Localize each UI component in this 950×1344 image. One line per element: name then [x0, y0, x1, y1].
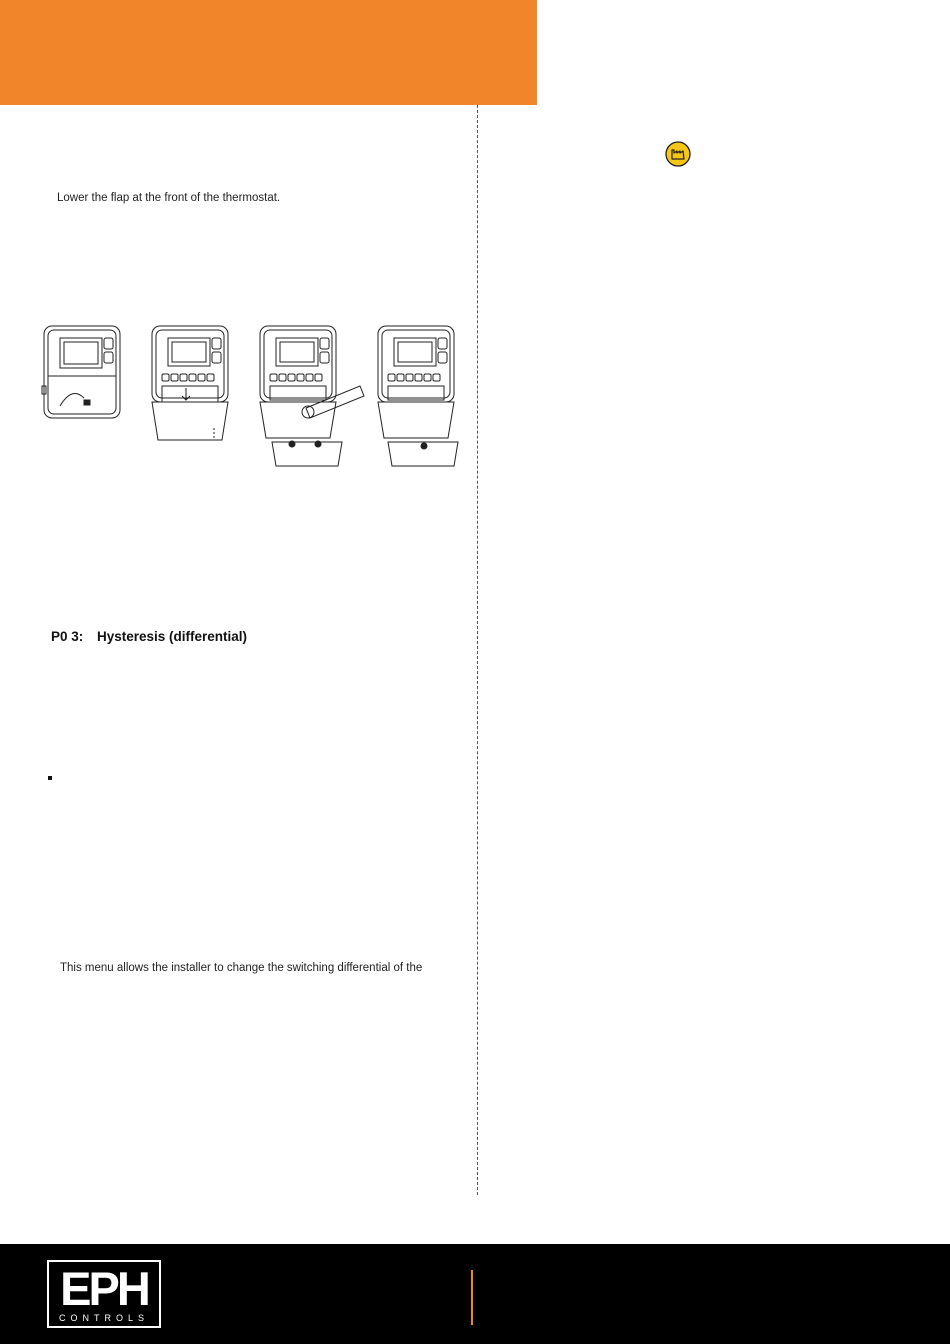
step-1-thermostat	[42, 326, 120, 418]
step-2-thermostat	[152, 326, 228, 440]
eph-controls-logo	[47, 1260, 161, 1328]
footer-bar	[0, 1244, 950, 1344]
footer-accent-rule	[471, 1270, 473, 1325]
header-band	[0, 0, 537, 105]
heading-title: Hysteresis (differential)	[97, 629, 248, 644]
logo-main-text: EPH	[60, 1262, 148, 1315]
installation-steps-illustration	[40, 320, 460, 470]
step-3-thermostat	[260, 326, 364, 466]
section-heading	[51, 629, 247, 644]
factory-icon	[665, 141, 691, 167]
step-4-thermostat	[378, 326, 458, 466]
logo-sub-text: CONTROLS	[58, 1313, 149, 1323]
bullet-marker	[48, 776, 52, 780]
heading-code: P0 3:	[51, 629, 84, 644]
flap-instruction: Lower the flap at the front of the thermostat.	[57, 192, 281, 204]
column-divider	[477, 105, 478, 1195]
menu-description: This menu allows the installer to change the switching differential of the	[60, 962, 423, 974]
